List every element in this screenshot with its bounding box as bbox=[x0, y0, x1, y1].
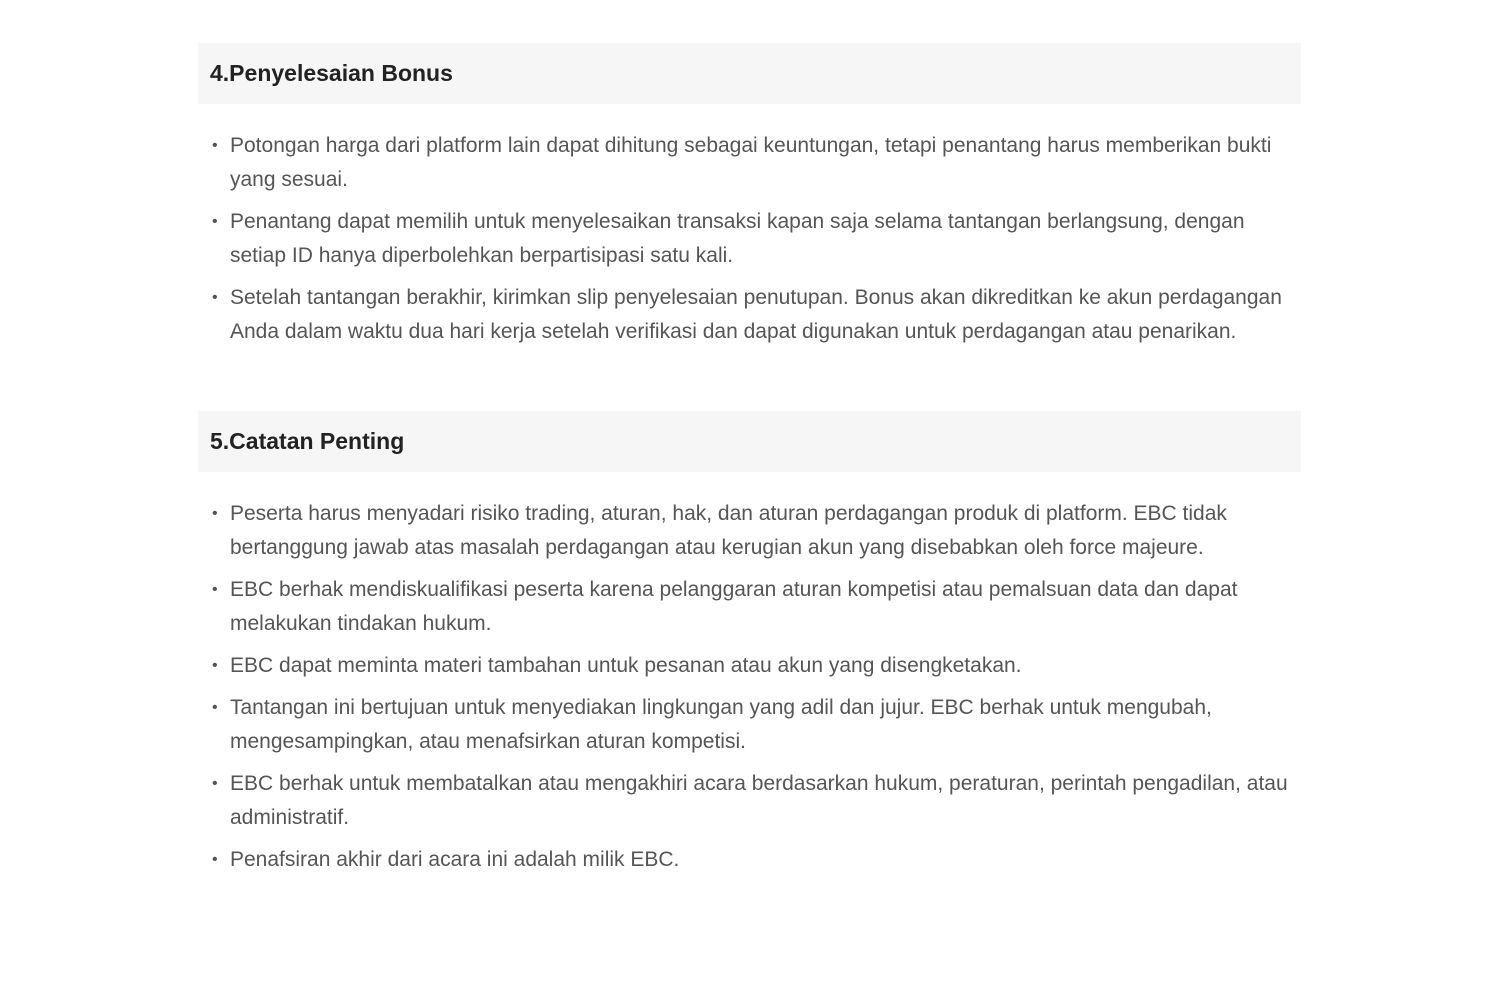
list-item bbox=[198, 649, 1301, 683]
terms-content bbox=[198, 43, 1301, 885]
bullet-icon: • bbox=[212, 775, 218, 792]
list-item-text: Penafsiran akhir dari acara ini adalah milik EBC. bbox=[230, 848, 680, 871]
list-item bbox=[198, 573, 1301, 641]
bullet-list bbox=[198, 129, 1301, 349]
bullet-icon: • bbox=[212, 213, 218, 230]
list-item bbox=[198, 497, 1301, 565]
list-item bbox=[198, 129, 1301, 197]
list-item-text: EBC berhak untuk membatalkan atau mengakhiri acara berdasarkan hukum, peraturan, perintah pengadilan, atau administratif. bbox=[230, 772, 1288, 829]
bullet-icon: • bbox=[212, 657, 218, 674]
list-item bbox=[198, 691, 1301, 759]
list-item bbox=[198, 281, 1301, 349]
bullet-icon: • bbox=[212, 581, 218, 598]
list-item bbox=[198, 767, 1301, 835]
list-item-text: Tantangan ini bertujuan untuk menyediakan lingkungan yang adil dan jujur. EBC berhak untuk mengubah, mengesampingkan, atau menafsirkan aturan kompetisi. bbox=[230, 696, 1212, 753]
list-item-text: Potongan harga dari platform lain dapat dihitung sebagai keuntungan, tetapi penantang harus memberikan bukti yang sesuai. bbox=[230, 134, 1272, 191]
section-important-notes bbox=[198, 411, 1301, 877]
list-item-text: Peserta harus menyadari risiko trading, aturan, hak, dan aturan perdagangan produk di platform. EBC tidak bertanggung jawab atas masalah perdagangan atau kerugian akun yang disebabkan oleh force majeure. bbox=[230, 502, 1227, 559]
section-title: 5.Catatan Penting bbox=[210, 428, 405, 454]
section-bonus-settlement bbox=[198, 43, 1301, 349]
list-item bbox=[198, 843, 1301, 877]
list-item-text: EBC dapat meminta materi tambahan untuk pesanan atau akun yang disengketakan. bbox=[230, 654, 1022, 677]
section-header bbox=[198, 411, 1301, 472]
list-item-text: EBC berhak mendiskualifikasi peserta karena pelanggaran aturan kompetisi atau pemalsuan data dan dapat melakukan tindakan hukum. bbox=[230, 578, 1238, 635]
bullet-icon: • bbox=[212, 505, 218, 522]
list-item bbox=[198, 205, 1301, 273]
bullet-icon: • bbox=[212, 851, 218, 868]
bullet-icon: • bbox=[212, 137, 218, 154]
list-item-text: Setelah tantangan berakhir, kirimkan slip penyelesaian penutupan. Bonus akan dikreditkan ke akun perdagangan Anda dalam waktu dua hari kerja setelah verifikasi dan dapat digunakan untuk perdagangan atau penarikan. bbox=[230, 286, 1282, 343]
section-header bbox=[198, 43, 1301, 104]
list-item-text: Penantang dapat memilih untuk menyelesaikan transaksi kapan saja selama tantangan berlangsung, dengan setiap ID hanya diperbolehkan berpartisipasi satu kali. bbox=[230, 210, 1245, 267]
bullet-list bbox=[198, 497, 1301, 877]
section-title: 4.Penyelesaian Bonus bbox=[210, 60, 453, 86]
bullet-icon: • bbox=[212, 289, 218, 306]
bullet-icon: • bbox=[212, 699, 218, 716]
